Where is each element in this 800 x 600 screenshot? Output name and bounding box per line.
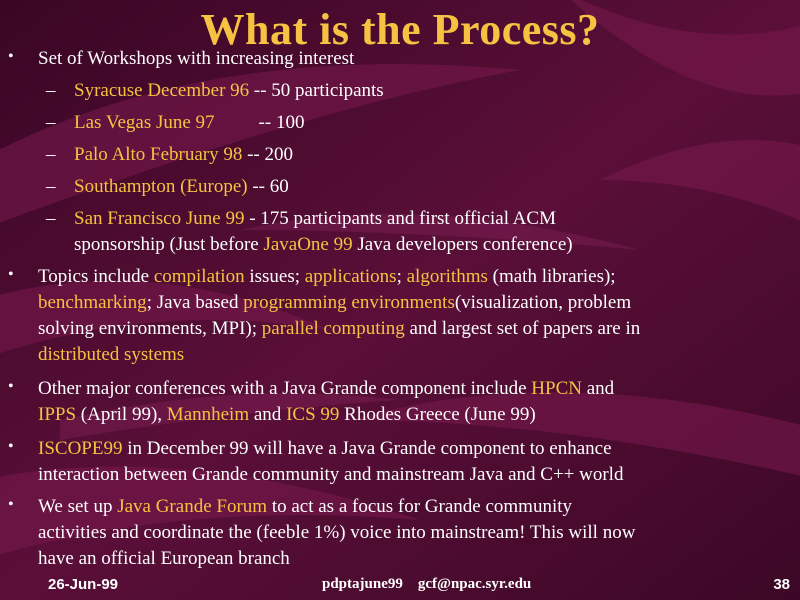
highlight-text: ISCOPE99 <box>38 438 123 459</box>
highlight-text: distributed systems <box>38 344 185 365</box>
highlight-text: Las Vegas June 97 <box>74 112 215 133</box>
bullet-topics-line3 <box>38 316 640 342</box>
highlight-text: parallel computing <box>261 318 405 339</box>
bullet-text: Set of Workshops with increasing interest <box>38 48 355 69</box>
highlight-text: applications <box>304 266 397 287</box>
highlight-text: San Francisco June 99 <box>74 208 245 229</box>
bullet-text: (visualization, problem <box>454 292 632 313</box>
footer-date: 26-Jun-99 <box>48 576 119 593</box>
bullet-marker: • <box>8 496 14 513</box>
highlight-text: programming environments <box>243 292 455 313</box>
highlight-text: IPPS <box>38 404 77 425</box>
highlight-text: benchmarking <box>38 292 147 313</box>
bullet-marker: • <box>8 378 14 395</box>
bullet-text: ; Java based <box>146 292 244 313</box>
sub-text: Java developers conference) <box>352 234 573 255</box>
bullet-text: in December 99 will have a Java Grande component to enhance <box>122 438 612 459</box>
bullet-forum <box>38 494 572 520</box>
bullet-topics <box>38 264 616 290</box>
dash-marker: – <box>46 112 56 133</box>
highlight-text: Java Grande Forum <box>117 496 268 517</box>
sub-text: -- 100 <box>258 112 305 133</box>
bullet-conferences-line2 <box>38 402 536 428</box>
bullet-text: Other major conferences with a Java Grande component include <box>38 378 532 399</box>
subbullet-southampton <box>74 174 289 200</box>
highlight-text: Mannheim <box>166 404 250 425</box>
bullet-forum-line2 <box>38 520 635 546</box>
dash-marker: – <box>46 208 56 229</box>
bullet-marker: • <box>8 438 14 455</box>
bullet-text: activities and coordinate the (feeble 1%) voice into mainstream! This will now <box>38 522 636 543</box>
subbullet-sanfrancisco-cont <box>74 232 573 258</box>
bullet-text: and <box>581 378 615 399</box>
dash-marker: – <box>46 176 56 197</box>
bullet-text: have an official European branch <box>38 548 290 569</box>
highlight-text: ICS 99 <box>286 404 340 425</box>
bullet-text: ; <box>396 266 407 287</box>
bullet-marker: • <box>8 266 14 283</box>
sub-text: -- 200 <box>242 144 294 165</box>
bullet-iscope-line2 <box>38 462 623 488</box>
highlight-text: JavaOne 99 <box>263 234 353 255</box>
bullet-conferences <box>38 376 614 402</box>
dash-marker: – <box>46 80 56 101</box>
highlight-text: compilation <box>153 266 245 287</box>
highlight-text: Syracuse December 96 <box>74 80 250 101</box>
sub-text: -- 50 participants <box>249 80 384 101</box>
bullet-workshops <box>38 46 354 72</box>
bullet-text: Topics include <box>38 266 154 287</box>
page-number: 38 <box>773 576 790 593</box>
bullet-text: solving environments, MPI); <box>38 318 262 339</box>
sub-text: -- 60 <box>247 176 289 197</box>
dash-marker: – <box>46 144 56 165</box>
subbullet-sanfrancisco <box>74 206 556 232</box>
slide-title: What is the Process? <box>200 5 600 54</box>
bullet-text: and <box>249 404 287 425</box>
bullet-marker: • <box>8 48 14 65</box>
bullet-text: We set up <box>38 496 118 517</box>
subbullet-paloalto <box>74 142 293 168</box>
bullet-text: (math libraries); <box>487 266 616 287</box>
bullet-text: and largest set of papers are in <box>404 318 641 339</box>
highlight-text: algorithms <box>406 266 488 287</box>
highlight-text: HPCN <box>531 378 582 399</box>
sub-text: - 175 participants and first official ACM <box>244 208 556 229</box>
footer-source: pdptajune99 gcf@npac.syr.edu <box>322 576 532 592</box>
bullet-iscope <box>38 436 612 462</box>
subbullet-lasvegas <box>74 110 304 136</box>
subbullet-syracuse <box>74 78 384 104</box>
highlight-text: Palo Alto February 98 <box>74 144 243 165</box>
highlight-text: Southampton (Europe) <box>74 176 248 197</box>
bullet-topics-line4 <box>38 342 184 368</box>
bullet-text: Rhodes Greece (June 99) <box>339 404 536 425</box>
bullet-text: interaction between Grande community and mainstream Java and C++ world <box>38 464 624 485</box>
bullet-topics-line2 <box>38 290 631 316</box>
sub-text: sponsorship (Just before <box>74 234 264 255</box>
bullet-text: to act as a focus for Grande community <box>267 496 573 517</box>
bullet-forum-line3 <box>38 546 290 572</box>
bullet-text: issues; <box>244 266 305 287</box>
bullet-text: (April 99), <box>76 404 167 425</box>
